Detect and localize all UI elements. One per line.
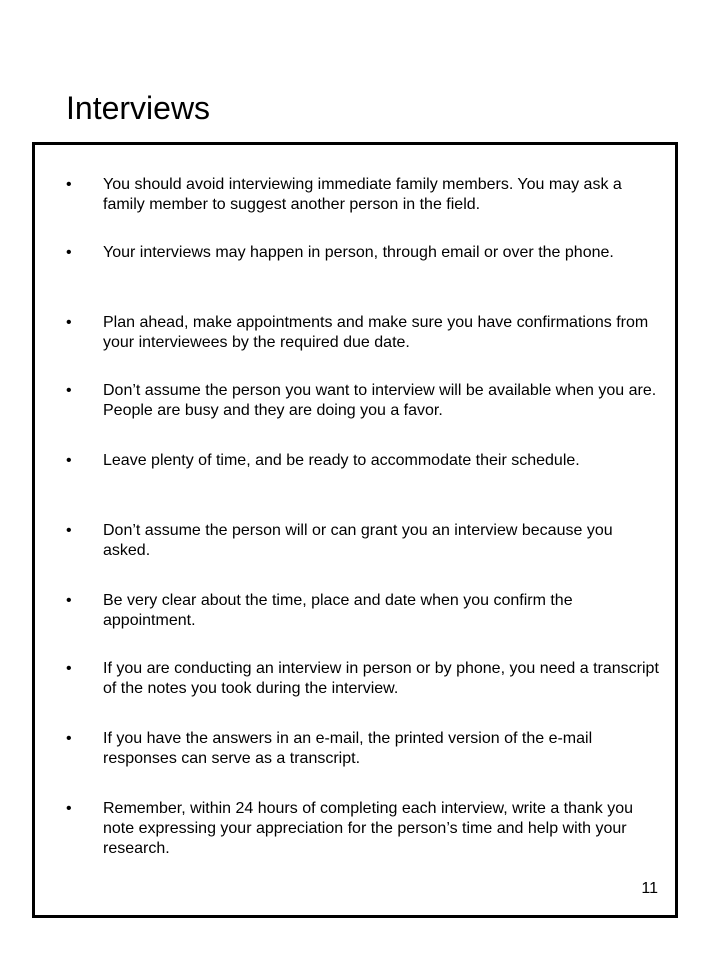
bullet-text: Your interviews may happen in person, through email or over the phone. <box>103 244 614 261</box>
bullet-marker: • <box>66 382 72 399</box>
bullet-marker: • <box>66 314 72 331</box>
bullet-marker: • <box>66 176 72 193</box>
page-number: 11 <box>641 880 658 897</box>
bullet-text: If you have the answers in an e-mail, the printed version of the e-mail responses can serve as a transcript. <box>103 730 593 767</box>
bullet-marker: • <box>66 522 72 539</box>
bullet-text: You should avoid interviewing immediate family members. You may ask a family member to suggest another person in the field. <box>103 176 622 213</box>
bullet-marker: • <box>66 244 72 261</box>
page-title: Interviews <box>66 90 211 126</box>
bullet-text: If you are conducting an interview in person or by phone, you need a transcript of the notes you took during the interview. <box>103 660 659 697</box>
bullet-text: Don’t assume the person you want to interview will be available when you are. People are busy and they are doing you a favor. <box>103 382 657 419</box>
bullet-marker: • <box>66 800 72 817</box>
bullet-text: Be very clear about the time, place and date when you confirm the appointment. <box>103 592 573 629</box>
bullet-marker: • <box>66 592 72 609</box>
bullet-marker: • <box>66 730 72 747</box>
bullet-list <box>35 145 675 915</box>
bullet-text: Plan ahead, make appointments and make sure you have confirmations from your interviewees by the required due date. <box>103 314 649 351</box>
bullet-text: Don’t assume the person will or can grant you an interview because you asked. <box>103 522 613 559</box>
bullet-text: Leave plenty of time, and be ready to accommodate their schedule. <box>103 452 580 469</box>
bullet-marker: • <box>66 660 72 677</box>
bullet-text: Remember, within 24 hours of completing each interview, write a thank you note expressing your appreciation for the person’s time and help with your research. <box>103 800 634 857</box>
bullet-marker: • <box>66 452 72 469</box>
content-frame <box>32 142 678 918</box>
